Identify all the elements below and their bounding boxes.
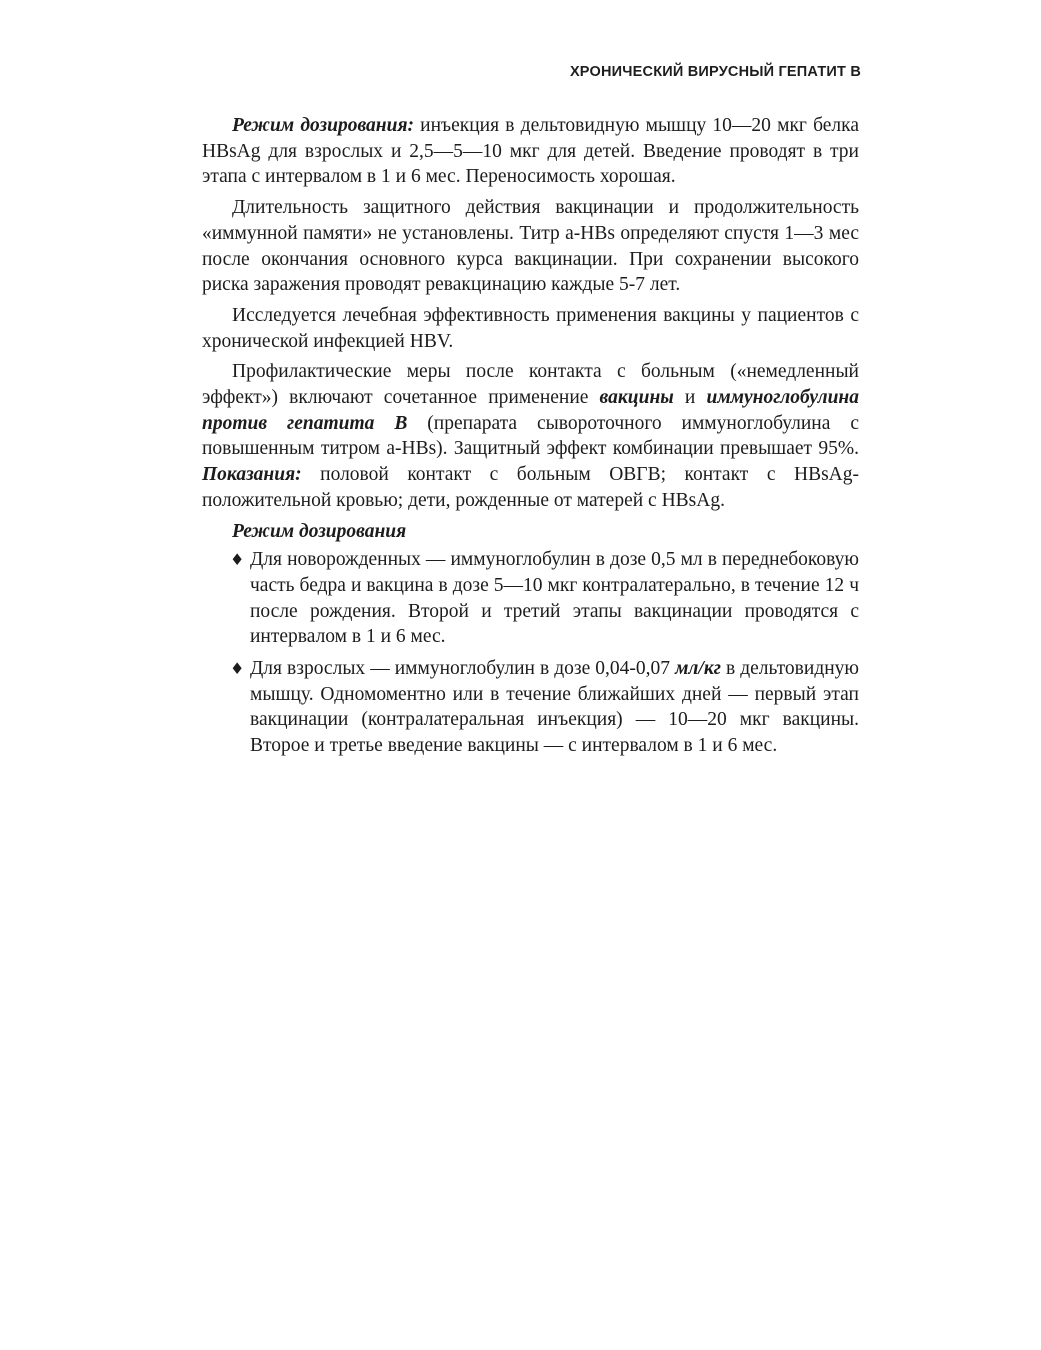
page-body bbox=[202, 113, 859, 765]
list-item bbox=[230, 656, 859, 759]
pep-text-1: Профилактические меры после контакта с больным («немедленный эффект») включают сочетанное применение bbox=[202, 361, 859, 409]
dosing-list bbox=[202, 547, 859, 759]
pep-text-2: и bbox=[673, 387, 707, 409]
paragraph-dosing-regimen bbox=[202, 113, 859, 190]
newborn-dosing-text: Для новорожденных — иммуноглобулин в дозе 0,5 мл в переднебоковую часть бедра и вакцина в дозе 5—10 мкг контралатерально, в течение 12 ч после рождения. Второй и третий этапы вакцинации проводятся с интервалом в 1 и 6 мес. bbox=[250, 549, 859, 648]
diamond-bullet-icon: ♦ bbox=[230, 550, 245, 570]
dosing-regimen-text: инъекция в дельтовидную мышцу 10—20 мкг белка HBsAg для взрослых и 2,5—5—10 мкг для детей. Введение проводят в три этапа с интервалом в 1 и 6 мес. Переносимость хорошая. bbox=[202, 115, 859, 188]
adult-dosing-text-1: Для взрослых — иммуноглобулин в дозе 0,04-0,07 bbox=[250, 658, 676, 680]
pep-indications-lead: Показания: bbox=[202, 464, 302, 486]
list-item bbox=[230, 547, 859, 650]
dose-unit: мл/кг bbox=[675, 658, 721, 680]
pep-text-3: (препарата сывороточного иммуноглобулина с повышенным титром а-HBs). Защитный эффект комбинации превышает 95%. bbox=[202, 412, 859, 460]
paragraph-protection-duration: Длительность защитного действия вакцинации и продолжительность «иммунной памяти» не установлены. Титр а-HBs определяют спустя 1—3 мес после окончания основного курса вакцинации. При сохранении высокого риска заражения проводят ревакцинацию каждые 5-7 лет. bbox=[202, 197, 859, 296]
paragraph-post-exposure-prophylaxis bbox=[202, 359, 859, 513]
pep-immunoglobulin-term: иммуноглобулина против гепатита В bbox=[202, 387, 859, 434]
running-header: ХРОНИЧЕСКИЙ ВИРУСНЫЙ ГЕПАТИТ В bbox=[569, 64, 861, 80]
dosing-regimen-subheading: Режим дозирования bbox=[232, 520, 407, 542]
pep-text-4: половой контакт с больным ОВГВ; контакт с HBsAg-положительной кровью; дети, рожденные от матерей с HBsAg. bbox=[202, 464, 859, 511]
paragraph-therapeutic-efficacy: Исследуется лечебная эффективность применения вакцины у пациентов с хронической инфекцией HBV. bbox=[202, 304, 859, 352]
dosing-regimen-lead: Режим дозирования: bbox=[232, 115, 414, 136]
adult-dosing-text-2: в дельтовидную мышцу. Одномоментно или в течение ближайших дней — первый этап вакцинации (контралатеральная инъекция) — 10—20 мкг вакцины. Второе и третье введение вакцины — с интервалом в 1 и 6 мес. bbox=[250, 658, 859, 757]
diamond-bullet-icon: ♦ bbox=[230, 659, 245, 679]
pep-vaccine-term: вакцины bbox=[599, 387, 674, 409]
